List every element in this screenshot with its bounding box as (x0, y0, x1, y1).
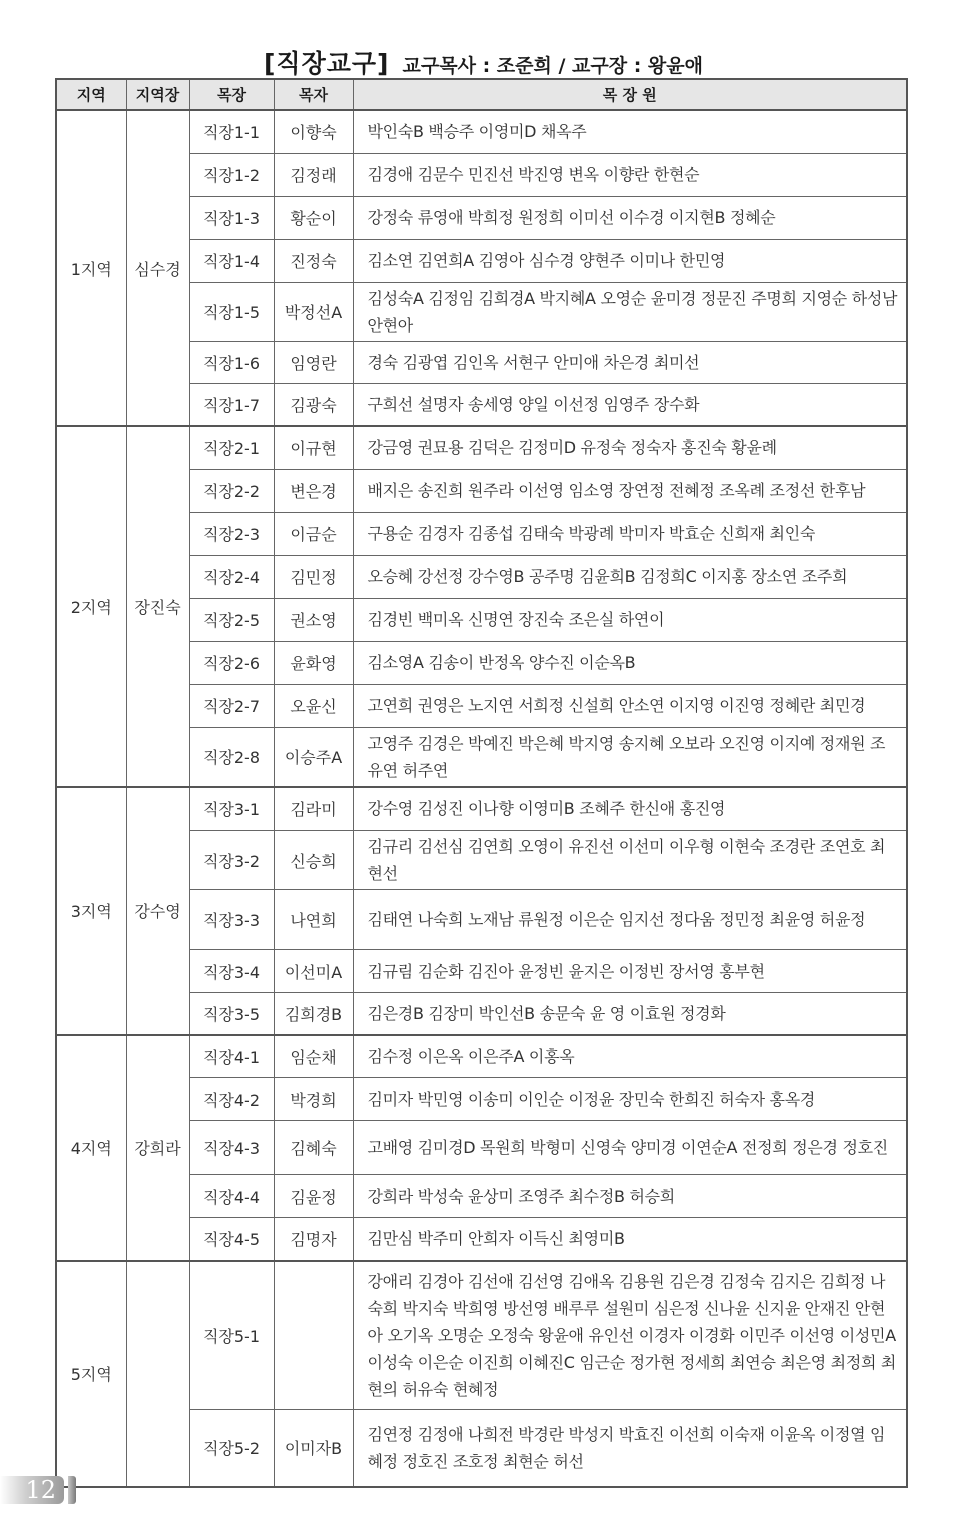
region-leader-cell: 장진숙 (126, 426, 189, 787)
header-members: 목 장 원 (353, 79, 907, 110)
roster-body (56, 110, 907, 1487)
group-name-cell: 직장4-4 (189, 1175, 274, 1218)
region-cell: 2지역 (56, 426, 126, 787)
members-cell: 김연정 김정애 나희전 박경란 박성지 박효진 이선희 이숙재 이윤옥 이정열 임혜정 정호진 조호정 최현순 허선 (353, 1410, 907, 1487)
table-row (56, 787, 907, 831)
shepherd-cell: 권소영 (274, 598, 353, 641)
shepherd-cell: 김라미 (274, 787, 353, 831)
shepherd-cell: 김혜숙 (274, 1121, 353, 1175)
group-name-cell: 직장2-1 (189, 426, 274, 469)
members-cell: 고배영 김미경D 목원희 박형미 신영숙 양미경 이연순A 전정희 정은경 정호진 (353, 1121, 907, 1175)
members-cell: 고연희 권영은 노지연 서희정 신설희 안소연 이지영 이진영 정혜란 최민경 (353, 684, 907, 727)
shepherd-cell: 김민정 (274, 555, 353, 598)
header-group: 목장 (189, 79, 274, 110)
shepherd-cell: 박정선A (274, 282, 353, 341)
group-name-cell: 직장3-3 (189, 890, 274, 950)
members-cell: 박인숙B 백승주 이영미D 채옥주 (353, 110, 907, 153)
members-cell: 강희라 박성숙 윤상미 조영주 최수정B 허승희 (353, 1175, 907, 1218)
group-name-cell: 직장1-6 (189, 341, 274, 383)
members-cell: 경숙 김광엽 김인옥 서현구 안미애 차은경 최미선 (353, 341, 907, 383)
shepherd-cell: 이금순 (274, 512, 353, 555)
group-name-cell: 직장1-4 (189, 239, 274, 282)
members-cell: 김만심 박주미 안희자 이득신 최영미B (353, 1218, 907, 1261)
group-name-cell: 직장1-7 (189, 383, 274, 426)
region-leader-cell (126, 1261, 189, 1487)
shepherd-cell: 진정숙 (274, 239, 353, 282)
shepherd-cell: 이승주A (274, 727, 353, 787)
group-name-cell: 직장1-3 (189, 196, 274, 239)
region-leader-cell: 심수경 (126, 110, 189, 426)
group-name-cell: 직장5-2 (189, 1410, 274, 1487)
region-leader-cell: 강수영 (126, 787, 189, 1035)
roster-table (55, 78, 908, 1488)
group-name-cell: 직장4-2 (189, 1078, 274, 1121)
members-cell: 강수영 김성진 이나향 이영미B 조혜주 한신애 홍진영 (353, 787, 907, 831)
table-row (56, 426, 907, 469)
members-cell: 김미자 박민영 이송미 이인순 이정윤 장민숙 한희진 허숙자 홍옥경 (353, 1078, 907, 1121)
table-header-row (56, 79, 907, 110)
header-region-leader: 지역장 (126, 79, 189, 110)
group-name-cell: 직장2-7 (189, 684, 274, 727)
shepherd-cell: 박경희 (274, 1078, 353, 1121)
shepherd-cell: 임영란 (274, 341, 353, 383)
page-number: 12 (0, 1476, 64, 1504)
group-name-cell: 직장2-3 (189, 512, 274, 555)
group-name-cell: 직장2-2 (189, 469, 274, 512)
group-name-cell: 직장3-5 (189, 993, 274, 1035)
members-cell: 오승혜 강선정 강수영B 공주명 김윤희B 김정희C 이지홍 장소연 조주희 (353, 555, 907, 598)
shepherd-cell: 이선미A (274, 950, 353, 993)
shepherd-cell: 신승희 (274, 831, 353, 890)
shepherd-cell: 변은경 (274, 469, 353, 512)
members-cell: 구용순 김경자 김종섭 김태숙 박광례 박미자 박효순 신희재 최인숙 (353, 512, 907, 555)
members-cell: 김규리 김선심 김연희 오영이 유진선 이선미 이우형 이현숙 조경란 조연호 최현선 (353, 831, 907, 890)
header-shepherd: 목자 (274, 79, 353, 110)
group-name-cell: 직장2-6 (189, 641, 274, 684)
group-name-cell: 직장4-5 (189, 1218, 274, 1261)
members-cell: 김경애 김문수 민진선 박진영 변옥 이향란 한현순 (353, 153, 907, 196)
shepherd-cell: 김윤정 (274, 1175, 353, 1218)
shepherd-cell: 오윤신 (274, 684, 353, 727)
group-name-cell: 직장2-4 (189, 555, 274, 598)
table-row (56, 1035, 907, 1078)
members-cell: 구희선 설명자 송세영 양일 이선정 임영주 장수화 (353, 383, 907, 426)
members-cell: 김소영A 김송이 반정옥 양수진 이순옥B (353, 641, 907, 684)
header-region: 지역 (56, 79, 126, 110)
shepherd-cell: 김광숙 (274, 383, 353, 426)
group-name-cell: 직장1-5 (189, 282, 274, 341)
shepherd-cell: 이미자B (274, 1410, 353, 1487)
members-cell: 김태연 나숙희 노재남 류원정 이은순 임지선 정다움 정민정 최윤영 허윤정 (353, 890, 907, 950)
shepherd-cell: 김희경B (274, 993, 353, 1035)
group-name-cell: 직장1-1 (189, 110, 274, 153)
group-name-cell: 직장1-2 (189, 153, 274, 196)
members-cell: 강금영 권묘용 김덕은 김정미D 유정숙 정숙자 홍진숙 황윤례 (353, 426, 907, 469)
members-cell: 강정숙 류영애 박희정 원정희 이미선 이수경 이지현B 정혜순 (353, 196, 907, 239)
shepherd-cell: 윤화영 (274, 641, 353, 684)
members-cell: 김성숙A 김정임 김희경A 박지혜A 오영순 윤미경 정문진 주명희 지영순 하성남 안현아 (353, 282, 907, 341)
page-tab-decoration (68, 1476, 76, 1504)
members-cell: 김규림 김순화 김진아 윤정빈 윤지은 이정빈 장서영 홍부현 (353, 950, 907, 993)
district-title: [직장교구] (264, 49, 390, 78)
group-name-cell: 직장3-1 (189, 787, 274, 831)
members-cell: 강애리 김경아 김선애 김선영 김애옥 김용원 김은경 김정숙 김지은 김희정 나숙희 박지숙 박희영 방선영 배루루 설원미 심은정 신나윤 신지윤 안재진 안현아 오기옥 오명순 오정숙 왕윤애 유인선 이경자 이경화 이민주 이선영 이성민A 이성숙 이은순 이진희 이혜진C 임근순 정가현 정세희 최연승 최은영 최정희 최현의 허유숙 현혜정 (353, 1261, 907, 1410)
members-cell: 고영주 김경은 박예진 박은혜 박지영 송지혜 오보라 오진영 이지예 정재원 조유연 허주연 (353, 727, 907, 787)
group-name-cell: 직장2-5 (189, 598, 274, 641)
members-cell: 김소연 김연희A 김영아 심수경 양현주 이미나 한민영 (353, 239, 907, 282)
group-name-cell: 직장2-8 (189, 727, 274, 787)
shepherd-cell: 나연희 (274, 890, 353, 950)
shepherd-cell: 임순채 (274, 1035, 353, 1078)
shepherd-cell: 이규현 (274, 426, 353, 469)
group-name-cell: 직장3-4 (189, 950, 274, 993)
shepherd-cell: 김명자 (274, 1218, 353, 1261)
shepherd-cell: 이향숙 (274, 110, 353, 153)
district-staff: 교구목사 : 조준희 / 교구장 : 왕윤애 (402, 55, 703, 77)
region-leader-cell: 강희라 (126, 1035, 189, 1261)
table-row (56, 110, 907, 153)
page-title (0, 44, 967, 80)
region-cell: 3지역 (56, 787, 126, 1035)
shepherd-cell (274, 1261, 353, 1410)
region-cell: 1지역 (56, 110, 126, 426)
table-row (56, 1261, 907, 1410)
members-cell: 김경빈 백미옥 신명연 장진숙 조은실 하연이 (353, 598, 907, 641)
region-cell: 5지역 (56, 1261, 126, 1487)
shepherd-cell: 황순이 (274, 196, 353, 239)
group-name-cell: 직장5-1 (189, 1261, 274, 1410)
members-cell: 김수정 이은옥 이은주A 이홍옥 (353, 1035, 907, 1078)
members-cell: 김은경B 김장미 박인선B 송문숙 윤 영 이효원 정경화 (353, 993, 907, 1035)
members-cell: 배지은 송진희 원주라 이선영 임소영 장연정 전혜정 조옥례 조정선 한후남 (353, 469, 907, 512)
group-name-cell: 직장3-2 (189, 831, 274, 890)
shepherd-cell: 김정래 (274, 153, 353, 196)
group-name-cell: 직장4-1 (189, 1035, 274, 1078)
region-cell: 4지역 (56, 1035, 126, 1261)
group-name-cell: 직장4-3 (189, 1121, 274, 1175)
